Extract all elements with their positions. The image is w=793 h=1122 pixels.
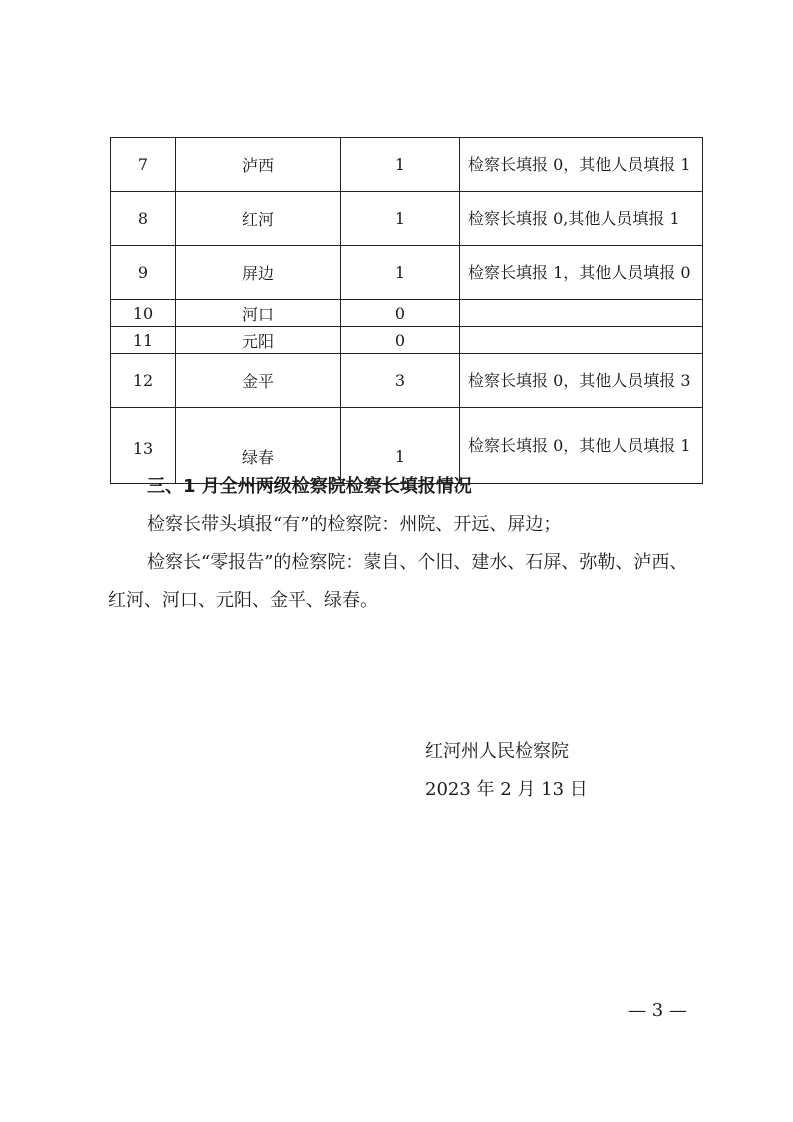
paragraph-zero-reporters: 检察长“零报告”的检察院：蒙自、个旧、建水、石屏、弥勒、泸西、红河、河口、元阳、金平、绿春。 [108, 552, 688, 611]
table-row [111, 192, 703, 246]
procuratorate-name: 绿春 [176, 408, 341, 484]
report-note [460, 300, 703, 327]
report-count: 0 [341, 327, 460, 354]
report-count: 1 [341, 408, 460, 484]
report-note: 检察长填报 0，其他人员填报 1 [460, 408, 703, 484]
row-number: 11 [111, 327, 176, 354]
row-number: 13 [111, 408, 176, 484]
paragraph-leading-reporters: 检察长带头填报“有”的检察院：州院、开远、屏边； [147, 514, 562, 535]
procuratorate-name: 元阳 [176, 327, 341, 354]
report-note: 检察长填报 1，其他人员填报 0 [460, 246, 703, 300]
table-row [111, 138, 703, 192]
report-count: 3 [341, 354, 460, 408]
row-number: 9 [111, 246, 176, 300]
procuratorate-name: 红河 [176, 192, 341, 246]
report-note: 检察长填报 0,其他人员填报 1 [460, 192, 703, 246]
section-heading: 三、1 月全州两级检察院检察长填报情况 [147, 476, 472, 497]
report-count: 1 [341, 192, 460, 246]
page-number: — 3 — [628, 1000, 687, 1021]
report-count: 1 [341, 246, 460, 300]
row-number: 8 [111, 192, 176, 246]
issue-date: 2023 年 2 月 13 日 [425, 779, 588, 800]
report-note: 检察长填报 0，其他人员填报 3 [460, 354, 703, 408]
row-number: 7 [111, 138, 176, 192]
table-row [111, 327, 703, 354]
table-row [111, 354, 703, 408]
procuratorate-name: 屏边 [176, 246, 341, 300]
reporting-table [110, 137, 703, 484]
table-row [111, 246, 703, 300]
report-count: 0 [341, 300, 460, 327]
signature-block [425, 733, 588, 809]
procuratorate-name: 河口 [176, 300, 341, 327]
row-number: 10 [111, 300, 176, 327]
report-count: 1 [341, 138, 460, 192]
issuing-organization: 红河州人民检察院 [425, 741, 569, 762]
procuratorate-name: 泸西 [176, 138, 341, 192]
procuratorate-name: 金平 [176, 354, 341, 408]
table-row [111, 300, 703, 327]
report-note [460, 327, 703, 354]
row-number: 12 [111, 354, 176, 408]
report-note: 检察长填报 0，其他人员填报 1 [460, 138, 703, 192]
